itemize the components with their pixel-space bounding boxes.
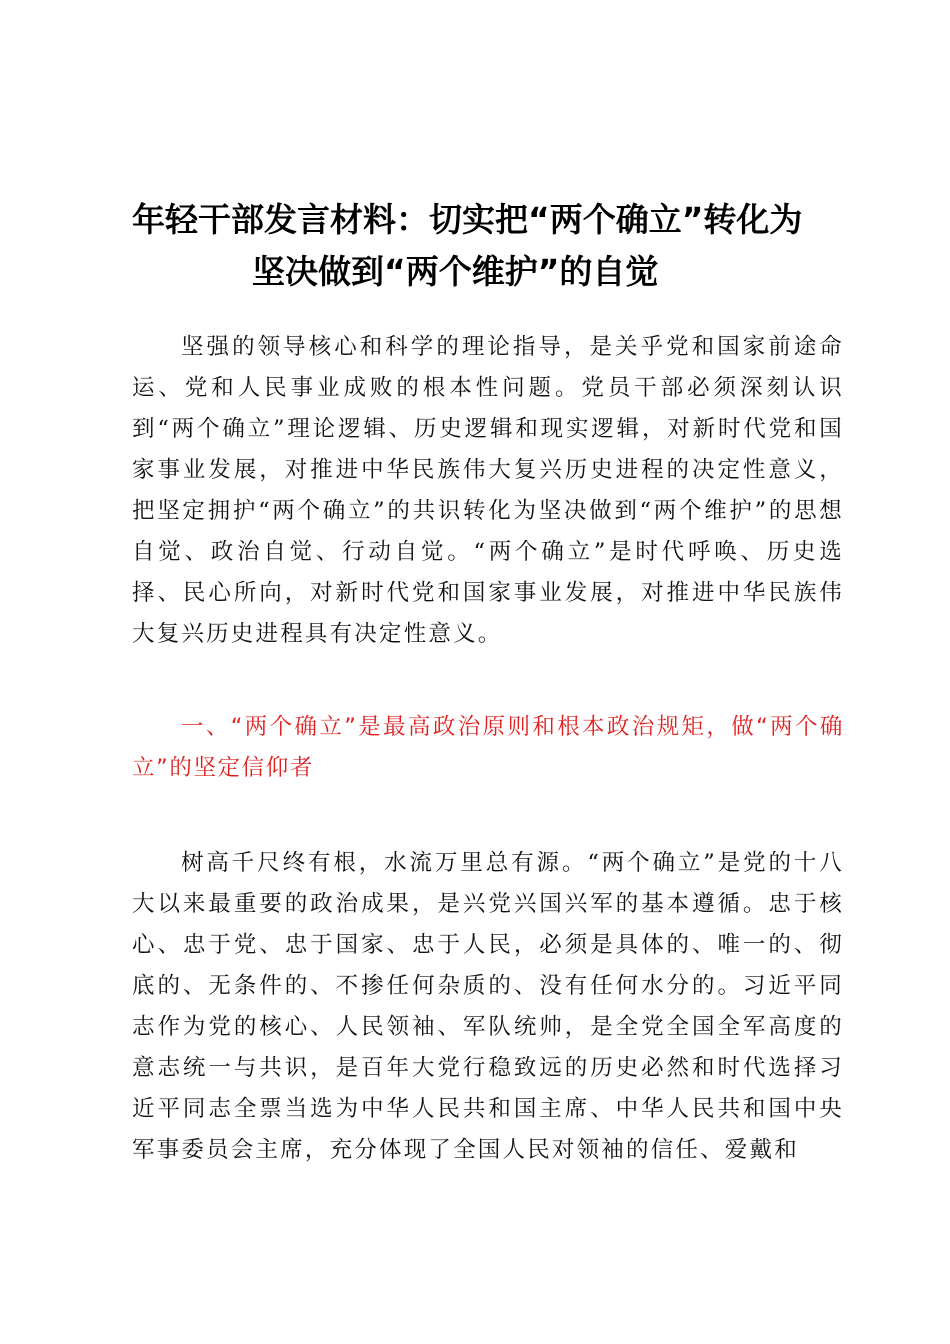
document-title-line-2: 坚决做到“两个维护”的自觉	[252, 252, 659, 291]
document-title-line-1: 年轻干部发言材料：切实把“两个确立”转化为	[132, 200, 803, 239]
body-paragraph-2: 树高千尺终有根，水流万里总有源。“两个确立”是党的十八大以来最重要的政治成果，是兴党兴国兴军的基本遵循。忠于核心、忠于党、忠于国家、忠于人民，必须是具体的、唯一的、彻底的、无条件的、不掺任何杂质的、没有任何水分的。习近平同志作为党的核心、人民领袖、军队统帅，是全党全国全军高度的意志统一与共识，是百年大党行稳致远的历史必然和时代选择习近平同志全票当选为中华人民共和国主席、中华人民共和国中央军事委员会主席，充分体现了全国人民对领袖的信任、爱戴和	[132, 850, 844, 1163]
section-heading-1: 一、“两个确立”是最高政治原则和根本政治规矩，做“两个确立”的坚定信仰者	[132, 714, 844, 781]
body-paragraph-1: 坚强的领导核心和科学的理论指导，是关乎党和国家前途命运、党和人民事业成败的根本性问题。党员干部必须深刻认识到“两个确立”理论逻辑、历史逻辑和现实逻辑，对新时代党和国家事业发展，对推进中华民族伟大复兴历史进程的决定性意义，把坚定拥护“两个确立”的共识转化为坚决做到“两个维护”的思想自觉、政治自觉、行动自觉。“两个确立”是时代呼唤、历史选择、民心所向，对新时代党和国家事业发展，对推进中华民族伟大复兴历史进程具有决定性意义。	[132, 334, 844, 647]
